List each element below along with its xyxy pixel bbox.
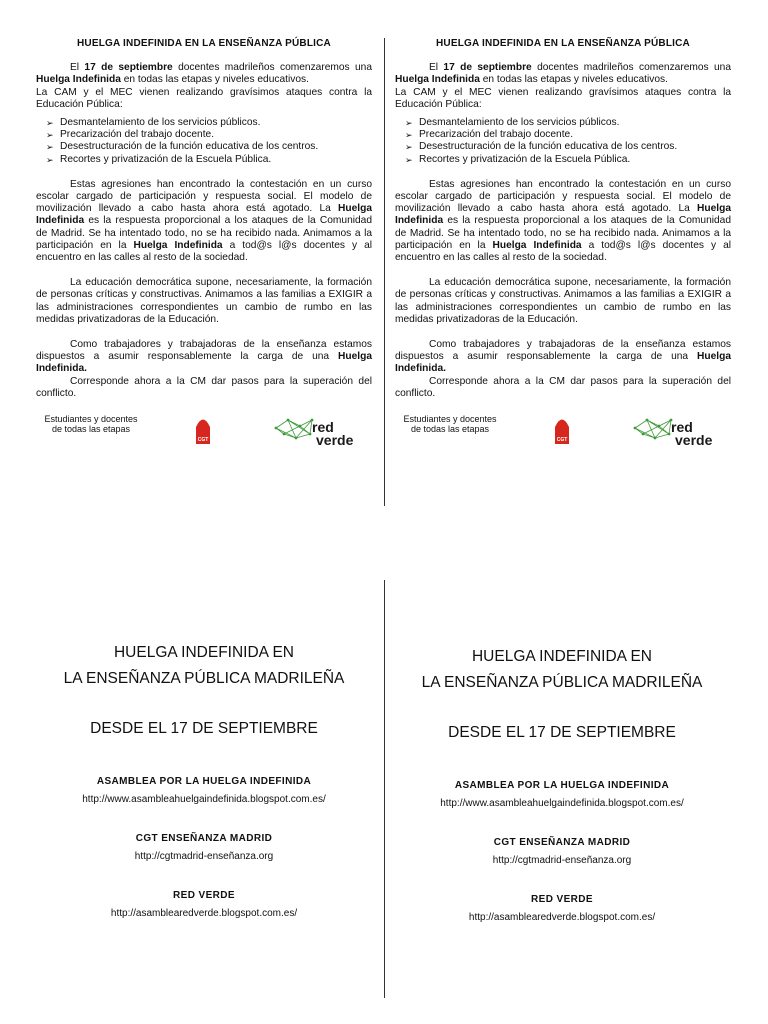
- text-run: El: [70, 62, 85, 74]
- list-item: [46, 117, 372, 129]
- cgt-logo: [553, 414, 571, 446]
- flyer-paragraph-6: Corresponde ahora a la CM dar pasos para la superación del conflicto.: [395, 375, 731, 399]
- cover-date: DESDE EL 17 DE SEPTIEMBRE: [90, 720, 318, 737]
- text-run: El: [429, 62, 444, 74]
- list-item: [46, 141, 372, 153]
- svg-text:verde: verde: [675, 432, 713, 449]
- emphasis-date: 17 de septiembre: [84, 62, 173, 74]
- flyer-paragraph-5: [395, 339, 731, 376]
- arrow-bullet-icon: ➢: [46, 154, 54, 165]
- flyer-title: HUELGA INDEFINIDA EN LA ENSEÑANZA PÚBLICA: [436, 38, 690, 49]
- arrow-bullet-icon: ➢: [46, 118, 54, 129]
- arrow-bullet-icon: ➢: [405, 130, 413, 141]
- svg-text:verde: verde: [316, 432, 354, 449]
- cgt-logo: [194, 414, 212, 446]
- bullet-list: [395, 117, 731, 166]
- arrow-bullet-icon: ➢: [46, 130, 54, 141]
- list-item: [405, 154, 731, 166]
- list-item-text: Precarización del trabajo docente.: [419, 129, 574, 141]
- flyer-paragraph-2: La CAM y el MEC vienen realizando gravísimos ataques contra la Educación Pública:: [36, 86, 372, 110]
- emphasis-huelga: Huelga Indefinida: [395, 203, 731, 227]
- flyer-footer: [395, 414, 731, 454]
- footer-line: de todas las etapas: [51, 424, 131, 435]
- arrow-bullet-icon: ➢: [405, 142, 413, 153]
- footer-line: de todas las etapas: [410, 424, 490, 435]
- cover-title-line-1: HUELGA INDEFINIDA EN: [113, 644, 294, 661]
- text-run: Estas agresiones han encontrado la contestación en un curso escolar cargado de participación y respuesta social. El modelo de movilización llevado a cabo hasta ahora está agotado. La: [395, 178, 731, 215]
- emphasis-huelga: Huelga Indefinida.: [36, 351, 372, 375]
- arrow-bullet-icon: ➢: [46, 142, 54, 153]
- flyer-paragraph-4: La educación democrática supone, necesariamente, la formación de personas críticas y constructivas. Animamos a las familias a EXIGIR a las administraciones correspondientes un cambio de rumbo en las medidas privatizadoras de la Educación.: [36, 277, 372, 325]
- footer-line: Estudiantes y docentes: [403, 414, 497, 425]
- text-run: Como trabajadores y trabajadoras de la enseñanza estamos dispuestos a asumir responsablemente la carga de una: [36, 339, 372, 363]
- cover-url-red-verde[interactable]: http://asamblearedverde.blogspot.com.es/: [468, 912, 656, 923]
- flyer-panel-left: [36, 38, 372, 454]
- cover-url-red-verde[interactable]: http://asamblearedverde.blogspot.com.es/: [110, 908, 298, 919]
- emphasis-date: 17 de septiembre: [443, 62, 532, 74]
- text-run: docentes madrileños comenzaremos una: [531, 62, 731, 74]
- flyer-paragraph-1: [36, 62, 372, 86]
- footer-line: Estudiantes y docentes: [44, 414, 138, 425]
- cover-title-line-2: LA ENSEÑANZA PÚBLICA MADRILEÑA: [421, 674, 703, 691]
- footer-signature: [36, 414, 146, 434]
- text-run: Como trabajadores y trabajadoras de la enseñanza estamos dispuestos a asumir responsablemente la carga de una: [395, 339, 731, 363]
- emphasis-huelga: Huelga Indefinida: [395, 74, 480, 86]
- red-verde-logo: [633, 414, 729, 448]
- flyer-paragraph-4: La educación democrática supone, necesariamente, la formación de personas críticas y constructivas. Animamos a las familias a EXIGIR a las administraciones correspondientes un cambio de rumbo en las medidas privatizadoras de la Educación.: [395, 277, 731, 325]
- text-run: es la respuesta proporcional a los ataques de la Comunidad de Madrid. Se ha intentado todo, no se ha recibido nada. Animamos a la participación en la: [395, 215, 731, 251]
- list-item-text: Precarización del trabajo docente.: [60, 129, 215, 141]
- red-verde-logo: [274, 414, 370, 448]
- flyer-paragraph-2: La CAM y el MEC vienen realizando gravísimos ataques contra la Educación Pública:: [395, 86, 731, 110]
- svg-text:red: red: [312, 419, 334, 436]
- flyer-footer: [36, 414, 372, 454]
- cover-org-asamblea: ASAMBLEA POR LA HUELGA INDEFINIDA: [96, 776, 312, 787]
- list-item-text: Desestructuración de la función educativa de los centros.: [60, 141, 319, 153]
- emphasis-huelga: Huelga Indefinida: [492, 239, 582, 251]
- list-item-text: Recortes y privatización de la Escuela Pública.: [60, 153, 272, 165]
- cover-panel-left: [36, 644, 372, 919]
- flyer-paragraph-5: [36, 339, 372, 376]
- cover-org-cgt: CGT ENSEÑANZA MADRID: [135, 833, 273, 844]
- list-item: [405, 141, 731, 153]
- footer-signature: [395, 414, 505, 434]
- cover-title-line-2: LA ENSEÑANZA PÚBLICA MADRILEÑA: [63, 670, 345, 687]
- list-item-text: Recortes y privatización de la Escuela Pública.: [419, 153, 631, 165]
- cover-url-cgt[interactable]: http://cgtmadrid-enseñanza.org: [134, 851, 274, 862]
- text-run: en todas las etapas y niveles educativos.: [479, 74, 668, 86]
- cover-url-cgt[interactable]: http://cgtmadrid-enseñanza.org: [492, 855, 632, 866]
- cover-org-asamblea: ASAMBLEA POR LA HUELGA INDEFINIDA: [454, 780, 670, 791]
- svg-text:CGT: CGT: [556, 437, 568, 444]
- cover-date: DESDE EL 17 DE SEPTIEMBRE: [448, 724, 676, 741]
- list-item-text: Desmantelamiento de los servicios públicos.: [419, 117, 620, 129]
- cover-org-red-verde: RED VERDE: [531, 894, 593, 905]
- arrow-bullet-icon: ➢: [405, 118, 413, 129]
- list-item: [46, 154, 372, 166]
- text-run: a tod@s l@s docentes y al encuentro en las calles al resto de la sociedad.: [395, 239, 731, 264]
- text-run: Estas agresiones han encontrado la contestación en un curso escolar cargado de participación y respuesta social. El modelo de movilización llevado a cabo hasta ahora está agotado. La: [36, 178, 372, 215]
- emphasis-huelga: Huelga Indefinida.: [395, 351, 731, 375]
- cover-url-asamblea[interactable]: http://www.asambleahuelgaindefinida.blogspot.com.es/: [440, 798, 684, 809]
- text-run: a tod@s l@s docentes y al encuentro en las calles al resto de la sociedad.: [36, 239, 372, 264]
- list-item: [405, 117, 731, 129]
- svg-text:CGT: CGT: [197, 437, 209, 444]
- flyer-paragraph-6: Corresponde ahora a la CM dar pasos para la superación del conflicto.: [36, 375, 372, 399]
- fold-line-bottom: [384, 580, 385, 998]
- flyer-paragraph-3: [36, 179, 372, 264]
- flyer-panel-right: [395, 38, 731, 454]
- emphasis-huelga: Huelga Indefinida: [133, 239, 223, 251]
- emphasis-huelga: Huelga Indefinida: [36, 74, 121, 86]
- emphasis-huelga: Huelga Indefinida: [36, 203, 372, 227]
- arrow-bullet-icon: ➢: [405, 154, 413, 165]
- cover-org-cgt: CGT ENSEÑANZA MADRID: [493, 837, 631, 848]
- text-run: en todas las etapas y niveles educativos.: [120, 74, 309, 86]
- cover-org-red-verde: RED VERDE: [173, 890, 235, 901]
- text-run: es la respuesta proporcional a los ataques de la Comunidad de Madrid. Se ha intentado todo, no se ha recibido nada. Animamos a la participación en la: [36, 215, 372, 251]
- flyer-paragraph-1: [395, 62, 731, 86]
- text-run: docentes madrileños comenzaremos una: [172, 62, 372, 74]
- list-item-text: Desmantelamiento de los servicios públicos.: [60, 117, 261, 129]
- list-item-text: Desestructuración de la función educativa de los centros.: [419, 141, 678, 153]
- list-item: [405, 129, 731, 141]
- list-item: [46, 129, 372, 141]
- cover-title-line-1: HUELGA INDEFINIDA EN: [471, 648, 652, 665]
- svg-text:red: red: [671, 419, 693, 436]
- flyer-title: HUELGA INDEFINIDA EN LA ENSEÑANZA PÚBLICA: [77, 38, 331, 49]
- flyer-paragraph-3: [395, 179, 731, 264]
- cover-panel-right: [394, 648, 730, 923]
- fold-line-top: [384, 38, 385, 506]
- bullet-list: [36, 117, 372, 166]
- cover-url-asamblea[interactable]: http://www.asambleahuelgaindefinida.blogspot.com.es/: [82, 794, 326, 805]
